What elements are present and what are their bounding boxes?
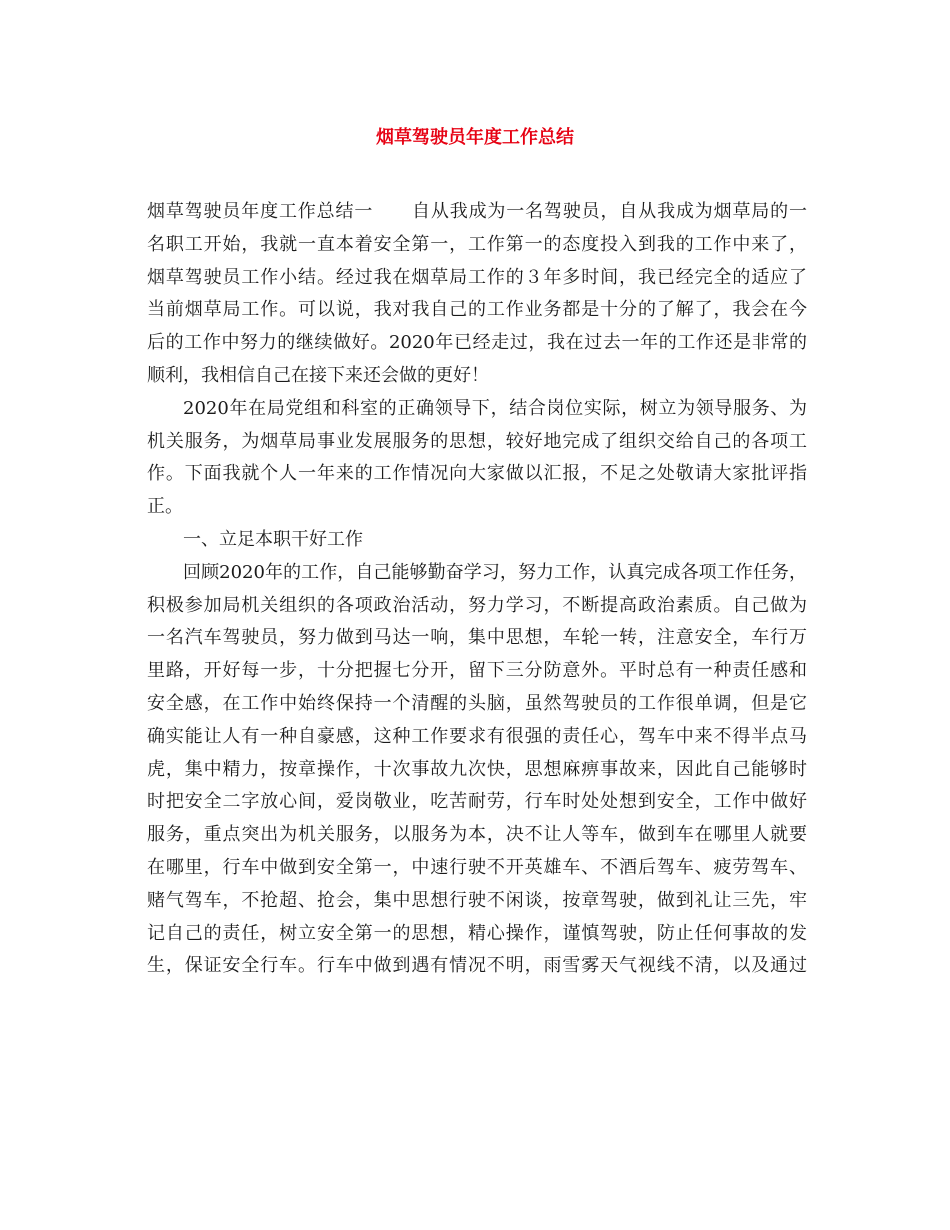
body-line: 名职工开始，我就一直本着安全第一，工作第一的态度投入到我的工作中来了， [147, 233, 807, 255]
document-title: 烟草驾驶员年度工作总结 [376, 127, 574, 148]
body-line: 正。 [147, 496, 183, 518]
body-line: 2020年在局党组和科室的正确领导下，结合岗位实际，树立为领导服务、为 [183, 397, 807, 419]
section-heading: 一、立足本职干好工作 [183, 528, 363, 550]
body-line: 安全感，在工作中始终保持一个清醒的头脑，虽然驾驶员的工作很单调，但是它 [147, 692, 807, 714]
body-line: 记自己的责任，树立安全第一的思想，精心操作，谨慎驾驶，防止任何事故的发 [147, 922, 807, 944]
body-line: 积极参加局机关组织的各项政治活动，努力学习，不断提高政治素质。自己做为 [147, 594, 807, 616]
body-line: 一名汽车驾驶员，努力做到马达一响，集中思想，车轮一转，注意安全，车行万 [147, 627, 807, 649]
body-line: 作。下面我就个人一年来的工作情况向大家做以汇报，不足之处敬请大家批评指 [147, 463, 807, 485]
body-line: 确实能让人有一种自豪感，这种工作要求有很强的责任心，驾车中来不得半点马 [147, 725, 807, 747]
body-line: 里路，开好每一步，十分把握七分开，留下三分防意外。平时总有一种责任感和 [147, 660, 807, 682]
document-body [147, 196, 807, 983]
body-line-text: 自从我成为一名驾驶员，自从我成为烟草局的一 [411, 201, 807, 222]
intro-label: 烟草驾驶员年度工作总结一 [147, 201, 374, 222]
body-line: 机关服务，为烟草局事业发展服务的思想，较好地完成了组织交给自己的各项工 [147, 430, 807, 452]
body-line: 虎，集中精力，按章操作，十次事故九次快，思想麻痹事故来，因此自己能够时 [147, 758, 807, 780]
body-line: 当前烟草局工作。可以说，我对我自己的工作业务都是十分的了解了，我会在今 [147, 299, 807, 321]
body-line: 时把安全二字放心间，爱岗敬业，吃苦耐劳，行车时处处想到安全，工作中做好 [147, 791, 807, 813]
body-line: 顺利，我相信自己在接下来还会做的更好！ [147, 364, 489, 386]
body-line: 赌气驾车，不抢超、抢会，集中思想行驶不闲谈，按章驾驶，做到礼让三先，牢 [147, 889, 807, 911]
body-line: 服务，重点突出为机关服务，以服务为本，决不让人等车，做到车在哪里人就要 [147, 824, 807, 846]
body-line: 在哪里，行车中做到安全第一，中速行驶不开英雄车、不酒后驾车、疲劳驾车、 [147, 856, 807, 878]
body-line [147, 196, 807, 229]
body-line: 烟草驾驶员工作小结。经过我在烟草局工作的３年多时间，我已经完全的适应了 [147, 266, 807, 288]
body-line: 生，保证安全行车。行车中做到遇有情况不明，雨雪雾天气视线不清，以及通过 [147, 955, 807, 977]
body-line: 回顾2020年的工作，自己能够勤奋学习，努力工作，认真完成各项工作任务， [183, 561, 807, 583]
body-line: 后的工作中努力的继续做好。2020年已经走过，我在过去一年的工作还是非常的 [147, 332, 807, 354]
